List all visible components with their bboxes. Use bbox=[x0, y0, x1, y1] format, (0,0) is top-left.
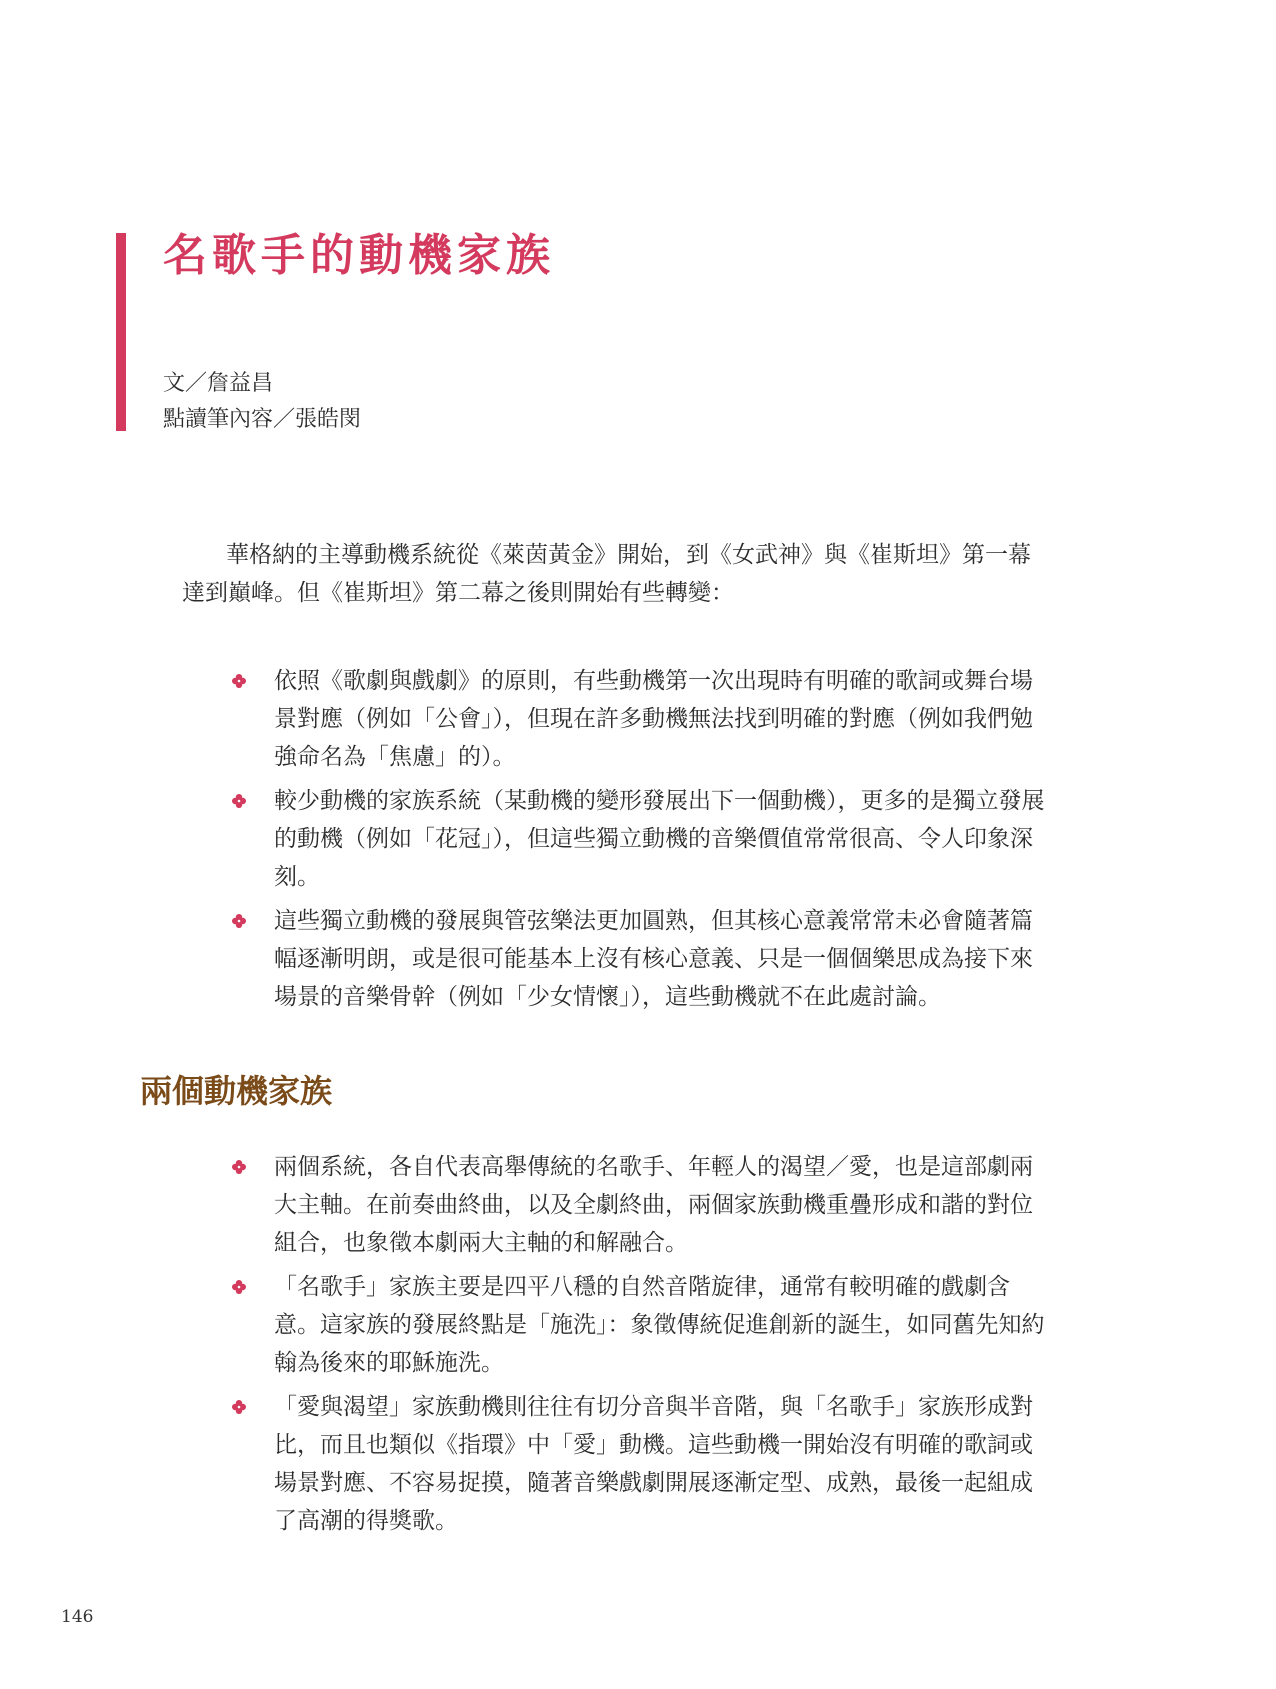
four-petal-flower-icon bbox=[232, 1160, 246, 1174]
four-petal-flower-icon bbox=[232, 794, 246, 808]
list-item-text: 較少動機的家族系統（某動機的變形發展出下一個動機），更多的是獨立發展的動機（例如「花冠」），但這些獨立動機的音樂價值常常很高、令人印象深刻。 bbox=[274, 788, 1045, 890]
pen-content-credit: 點讀筆內容／張皓閔 bbox=[163, 407, 362, 432]
section-heading: 兩個動機家族 bbox=[140, 1072, 333, 1110]
list-item-text: 依照《歌劇與戲劇》的原則，有些動機第一次出現時有明確的歌詞或舞台場景對應（例如「公會」），但現在許多動機無法找到明確的對應（例如我們勉強命名為「焦慮」的）。 bbox=[274, 668, 1033, 770]
byline bbox=[163, 366, 361, 438]
list-item bbox=[182, 902, 1048, 1016]
list-item bbox=[182, 1268, 1048, 1382]
list-item-text: 這些獨立動機的發展與管弦樂法更加圓熟，但其核心意義常常未必會隨著篇幅逐漸明朗，或是很可能基本上沒有核心意義、只是一個個樂思成為接下來場景的音樂骨幹（例如「少女情懷」），這些動機就不在此處討論。 bbox=[274, 908, 1033, 1010]
list-item-text: 兩個系統，各自代表高舉傳統的名歌手、年輕人的渴望／愛，也是這部劇兩大主軸。在前奏曲終曲，以及全劇終曲，兩個家族動機重疊形成和諧的對位組合，也象徵本劇兩大主軸的和解融合。 bbox=[274, 1154, 1033, 1256]
list-item-text: 「名歌手」家族主要是四平八穩的自然音階旋律，通常有較明確的戲劇含意。這家族的發展終點是「施洗」：象徵傳統促進創新的誕生，如同舊先知約翰為後來的耶穌施洗。 bbox=[274, 1274, 1045, 1376]
change-list bbox=[182, 662, 1048, 1016]
list-item-text: 「愛與渴望」家族動機則往往有切分音與半音階，與「名歌手」家族形成對比，而且也類似《指環》中「愛」動機。這些動機一開始沒有明確的歌詞或場景對應、不容易捉摸，隨著音樂戲劇開展逐漸定型、成熟，最後一起組成了高潮的得獎歌。 bbox=[274, 1394, 1033, 1534]
four-petal-flower-icon bbox=[232, 914, 246, 928]
article-body bbox=[140, 536, 1048, 1540]
list-item bbox=[182, 1148, 1048, 1262]
list-item bbox=[182, 1388, 1048, 1540]
author-credit: 文／詹益昌 bbox=[163, 371, 274, 396]
page-number: 146 bbox=[61, 1607, 94, 1627]
title-accent-bar bbox=[116, 233, 126, 431]
four-petal-flower-icon bbox=[232, 674, 246, 688]
four-petal-flower-icon bbox=[232, 1400, 246, 1414]
list-item bbox=[182, 782, 1048, 896]
intro-paragraph: 華格納的主導動機系統從《萊茵黃金》開始，到《女武神》與《崔斯坦》第一幕達到巔峰。但《崔斯坦》第二幕之後則開始有些轉變： bbox=[182, 542, 1031, 606]
family-list bbox=[182, 1148, 1048, 1540]
page-title: 名歌手的動機家族 bbox=[163, 230, 555, 281]
list-item bbox=[182, 662, 1048, 776]
four-petal-flower-icon bbox=[232, 1280, 246, 1294]
